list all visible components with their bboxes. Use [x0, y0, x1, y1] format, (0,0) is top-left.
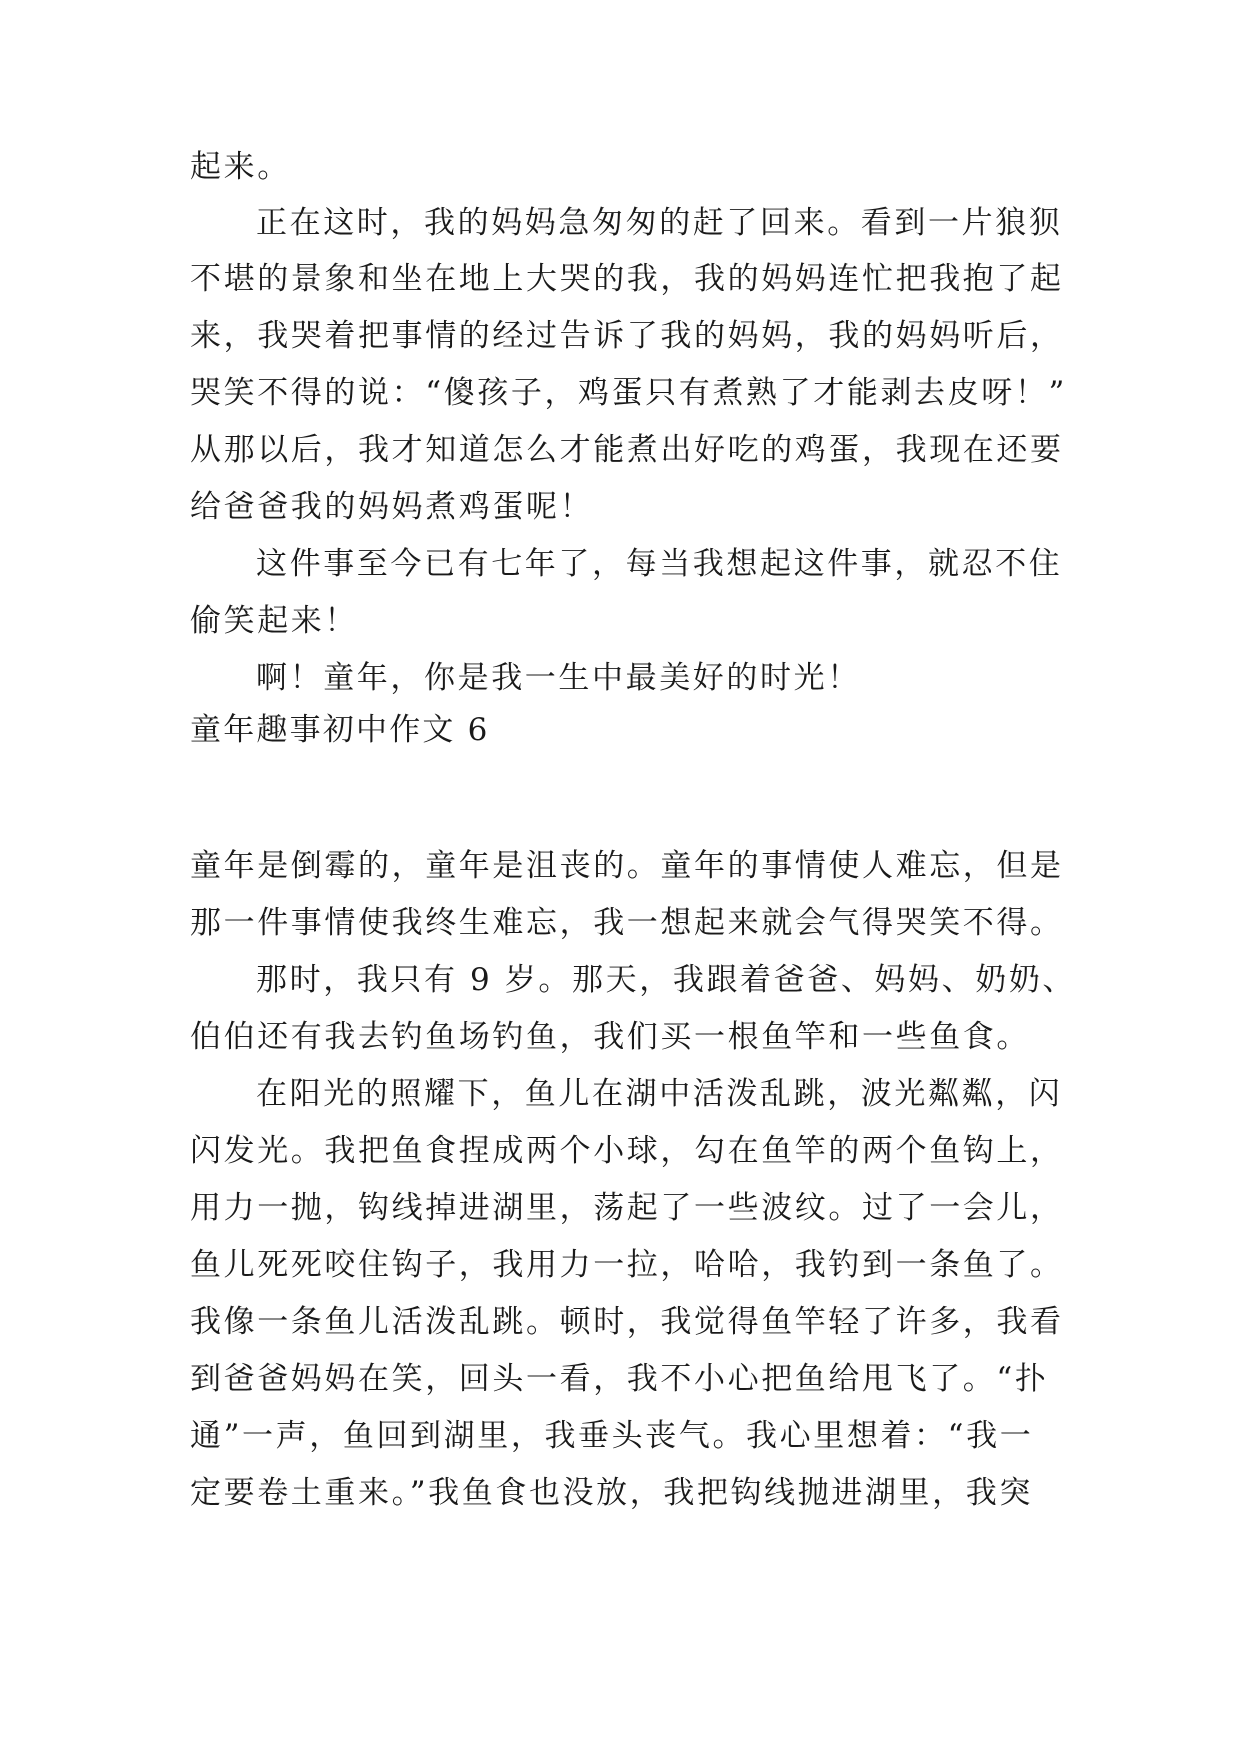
text-line: 这件事至今已有七年了，每当我想起这件事，就忍不住 [256, 546, 1063, 582]
text-line: 在阳光的照耀下，鱼儿在湖中活泼乱跳，波光粼粼，闪 [256, 1076, 1063, 1112]
text-line: 起来。 [190, 149, 291, 185]
section-heading: 童年趣事初中作文 6 [190, 712, 490, 748]
text-line: 用力一抛，钩线掉进湖里，荡起了一些波纹。过了一会儿， [190, 1190, 1064, 1226]
text-line: 不堪的景象和坐在地上大哭的我，我的妈妈连忙把我抱了起 [190, 261, 1064, 297]
text-line: 正在这时，我的妈妈急匆匆的赶了回来。看到一片狼狈 [256, 205, 1063, 241]
text-line: 那一件事情使我终生难忘，我一想起来就会气得哭笑不得。 [190, 905, 1064, 941]
text-line: 闪发光。我把鱼食捏成两个小球，勾在鱼竿的两个鱼钩上， [190, 1133, 1064, 1169]
text-line: 童年是倒霉的，童年是沮丧的。童年的事情使人难忘，但是 [190, 848, 1064, 884]
text-line: 我像一条鱼儿活泼乱跳。顿时，我觉得鱼竿轻了许多，我看 [190, 1304, 1064, 1340]
text-line: 来，我哭着把事情的经过告诉了我的妈妈，我的妈妈听后， [190, 318, 1064, 354]
text-line: 给爸爸我的妈妈煮鸡蛋呢！ [190, 489, 594, 525]
text-line: 啊！童年，你是我一生中最美好的时光！ [256, 660, 861, 696]
text-line: 伯伯还有我去钓鱼场钓鱼，我们买一根鱼竿和一些鱼食。 [190, 1019, 1030, 1055]
text-line: 那时，我只有 9 岁。那天，我跟着爸爸、妈妈、奶奶、 [256, 962, 1077, 998]
text-line: 通”一声，鱼回到湖里，我垂头丧气。我心里想着：“我一 [190, 1418, 1034, 1454]
text-line: 鱼儿死死咬住钩子，我用力一拉，哈哈，我钓到一条鱼了。 [190, 1247, 1064, 1283]
text-line: 到爸爸妈妈在笑，回头一看，我不小心把鱼给甩飞了。“扑 [190, 1361, 1049, 1397]
text-line: 从那以后，我才知道怎么才能煮出好吃的鸡蛋，我现在还要 [190, 432, 1064, 468]
text-line: 偷笑起来！ [190, 603, 358, 639]
text-line: 定要卷土重来。”我鱼食也没放，我把钩线抛进湖里，我突 [190, 1475, 1033, 1511]
text-line: 哭笑不得的说：“傻孩子，鸡蛋只有煮熟了才能剥去皮呀！” [190, 375, 1067, 411]
